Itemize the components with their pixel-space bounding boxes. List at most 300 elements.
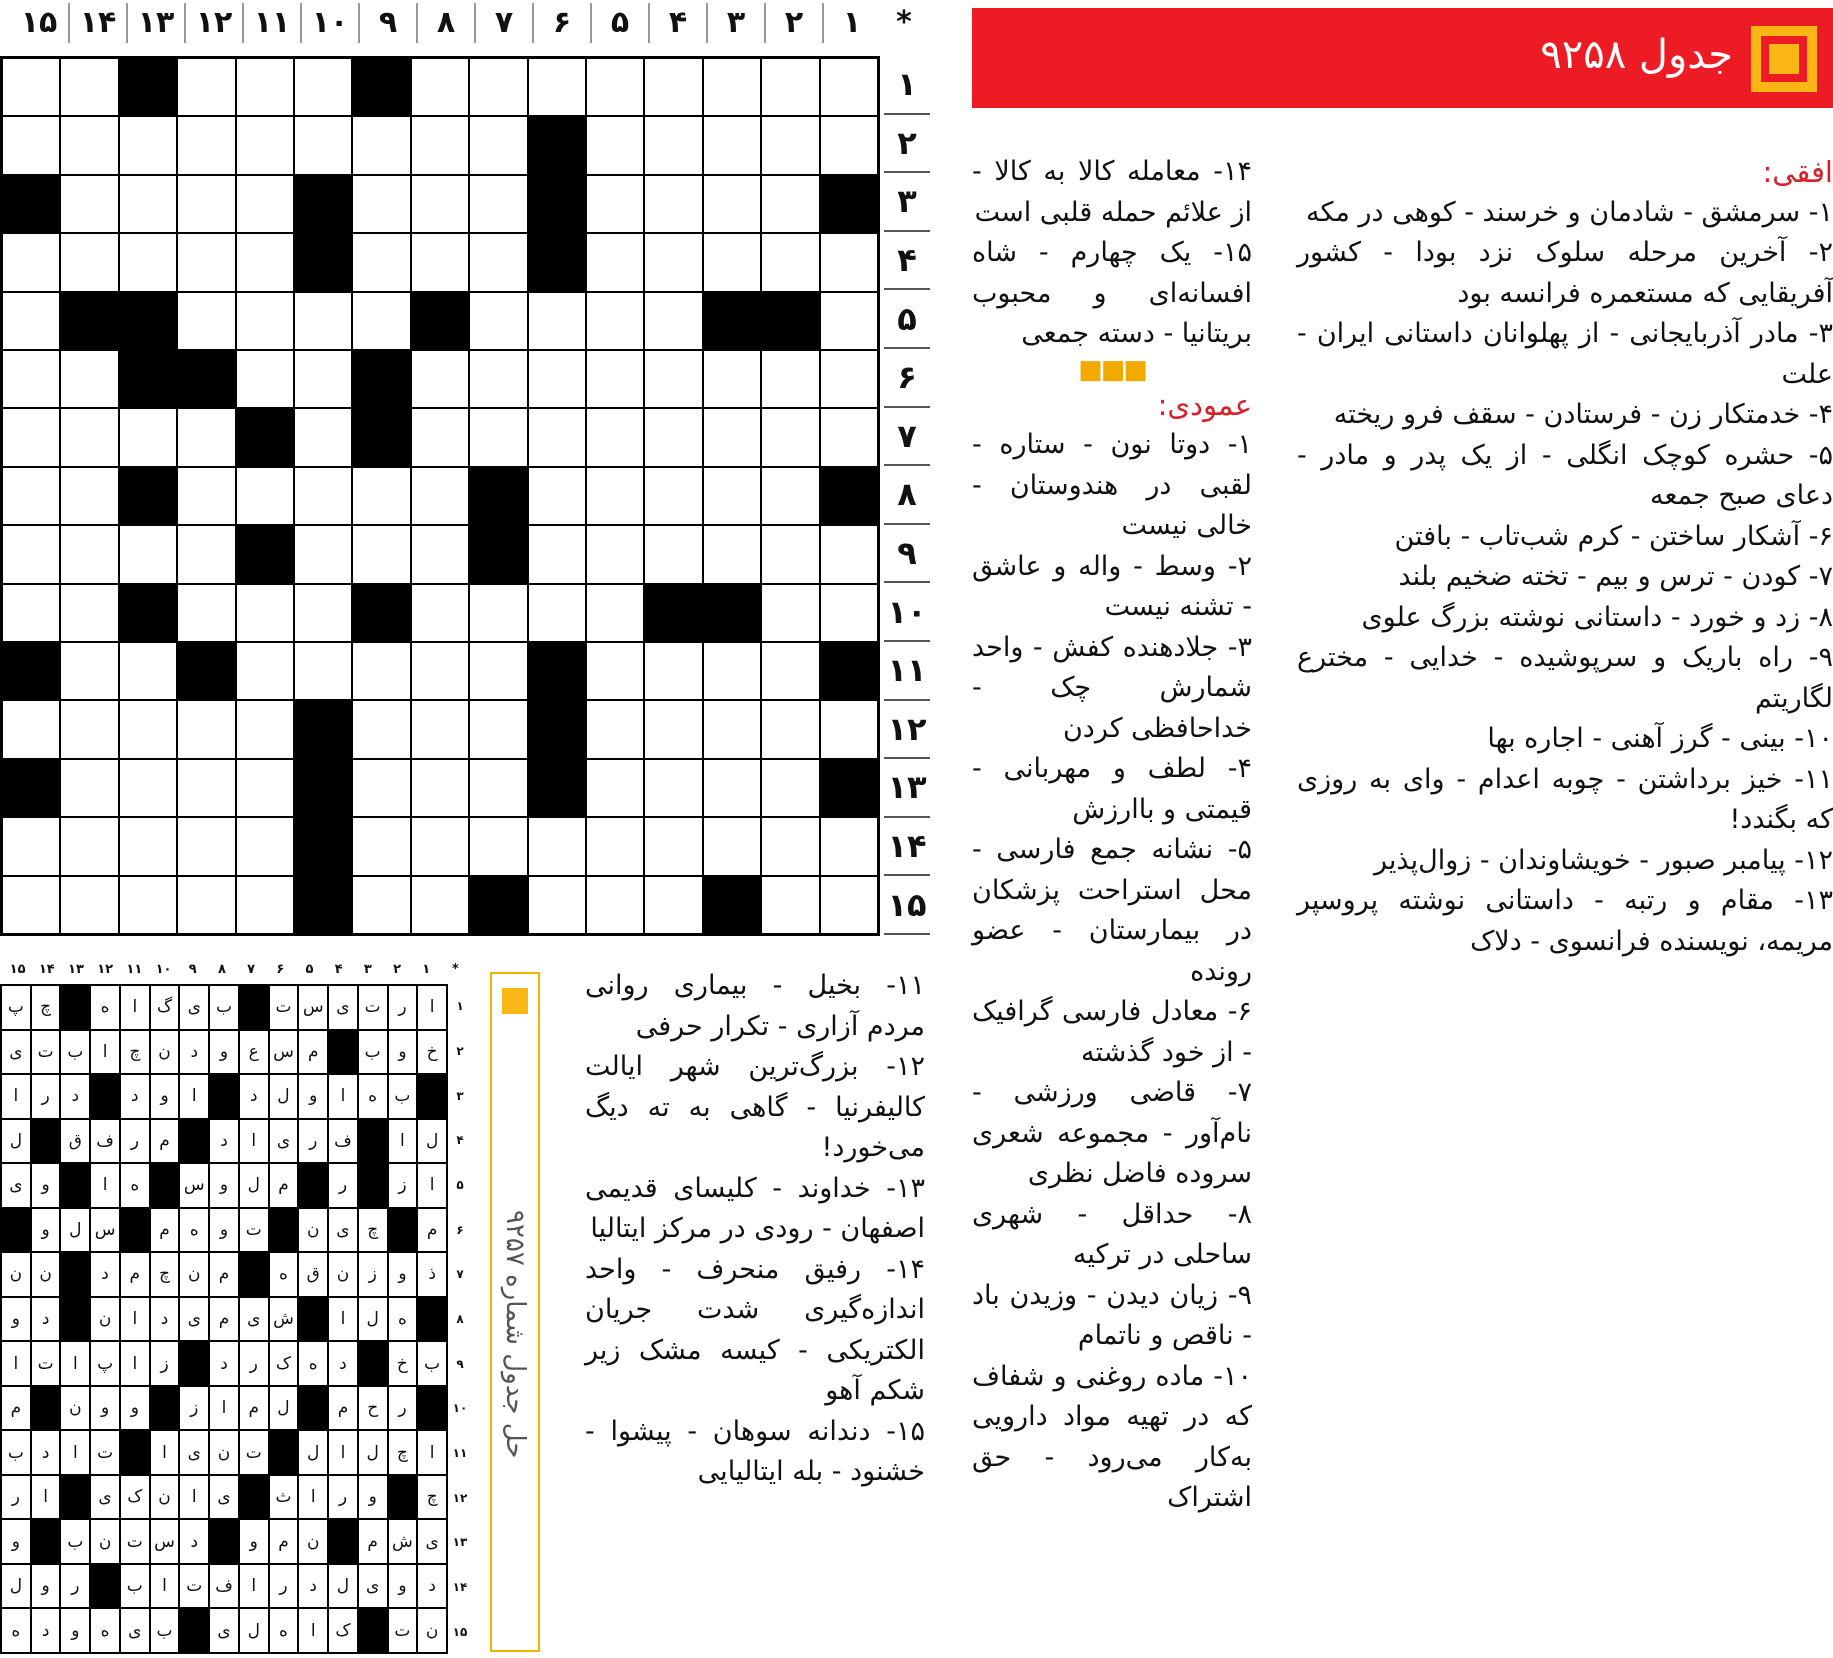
solution-cell: ر bbox=[1, 1475, 31, 1520]
solution-cell: و bbox=[31, 1208, 61, 1253]
answer-cell[interactable] bbox=[528, 467, 586, 525]
answer-cell[interactable] bbox=[119, 642, 177, 700]
answer-cell[interactable] bbox=[469, 350, 527, 408]
answer-cell[interactable] bbox=[703, 233, 761, 291]
solution-cell: و bbox=[90, 1386, 120, 1431]
answer-cell[interactable] bbox=[2, 525, 60, 583]
answer-cell[interactable] bbox=[60, 175, 118, 233]
answer-cell[interactable] bbox=[820, 700, 878, 758]
answer-cell[interactable] bbox=[820, 817, 878, 875]
answer-cell[interactable] bbox=[119, 525, 177, 583]
answer-cell[interactable] bbox=[761, 642, 819, 700]
row-number: ۱۰ bbox=[884, 583, 930, 642]
answer-cell[interactable] bbox=[236, 175, 294, 233]
answer-cell[interactable] bbox=[586, 876, 644, 934]
clue-down-15: ۱۵- دندانه سوهان - پیشوا - خشنود - بله ایتالیایی bbox=[585, 1415, 925, 1487]
solution-cell: ی bbox=[209, 1608, 239, 1653]
answer-cell[interactable] bbox=[119, 700, 177, 758]
solution-label: حل جدول شماره ۹۲۵۷ bbox=[500, 1209, 530, 1459]
solution-cell: ل bbox=[417, 1119, 447, 1164]
solution-cell: م bbox=[417, 1208, 447, 1253]
answer-cell[interactable] bbox=[644, 759, 702, 817]
solution-cell: ی bbox=[1, 1163, 31, 1208]
answer-cell[interactable] bbox=[820, 525, 878, 583]
answer-cell[interactable] bbox=[411, 759, 469, 817]
answer-cell[interactable] bbox=[177, 467, 235, 525]
solution-row-number: ۱۴ bbox=[452, 1580, 468, 1595]
answer-cell[interactable] bbox=[820, 116, 878, 174]
solution-cell: ب bbox=[60, 1519, 90, 1564]
black-cell bbox=[703, 292, 761, 350]
across-heading: افقی: bbox=[1762, 155, 1833, 189]
solution-black-cell bbox=[388, 1475, 418, 1520]
solution-cell: ر bbox=[60, 1564, 90, 1609]
answer-cell[interactable] bbox=[586, 584, 644, 642]
answer-cell[interactable] bbox=[528, 292, 586, 350]
answer-cell[interactable] bbox=[761, 233, 819, 291]
answer-cell[interactable] bbox=[60, 876, 118, 934]
answer-cell[interactable] bbox=[177, 175, 235, 233]
solution-cell: پ bbox=[90, 1341, 120, 1386]
solution-cell: ا bbox=[179, 1074, 209, 1119]
solution-black-cell bbox=[60, 1252, 90, 1297]
answer-cell[interactable] bbox=[2, 350, 60, 408]
solution-cell: ا bbox=[120, 1341, 150, 1386]
answer-cell[interactable] bbox=[644, 350, 702, 408]
answer-cell[interactable] bbox=[2, 700, 60, 758]
solution-cell: ه bbox=[298, 1341, 328, 1386]
answer-cell[interactable] bbox=[644, 292, 702, 350]
solution-cell: ک bbox=[328, 1608, 358, 1653]
answer-cell[interactable] bbox=[2, 408, 60, 466]
answer-cell[interactable] bbox=[236, 292, 294, 350]
black-cell bbox=[469, 525, 527, 583]
answer-cell[interactable] bbox=[820, 350, 878, 408]
answer-cell[interactable] bbox=[177, 292, 235, 350]
solution-cell: ن bbox=[417, 1608, 447, 1653]
answer-cell[interactable] bbox=[469, 642, 527, 700]
answer-cell[interactable] bbox=[469, 233, 527, 291]
black-cell bbox=[119, 584, 177, 642]
answer-cell[interactable] bbox=[703, 408, 761, 466]
solution-black-cell bbox=[239, 1252, 269, 1297]
answer-cell[interactable] bbox=[469, 116, 527, 174]
answer-cell[interactable] bbox=[236, 233, 294, 291]
row-number: ۱۳ bbox=[884, 759, 930, 818]
answer-cell[interactable] bbox=[761, 408, 819, 466]
answer-cell[interactable] bbox=[236, 759, 294, 817]
answer-cell[interactable] bbox=[352, 292, 410, 350]
answer-cell[interactable] bbox=[411, 584, 469, 642]
solution-cell: ا bbox=[90, 1030, 120, 1075]
black-cell bbox=[119, 58, 177, 116]
answer-cell[interactable] bbox=[820, 58, 878, 116]
answer-cell[interactable] bbox=[644, 58, 702, 116]
answer-cell[interactable] bbox=[703, 759, 761, 817]
solution-cell: چ bbox=[150, 1252, 180, 1297]
answer-cell[interactable] bbox=[586, 759, 644, 817]
answer-cell[interactable] bbox=[644, 233, 702, 291]
black-cell bbox=[411, 292, 469, 350]
answer-cell[interactable] bbox=[644, 642, 702, 700]
solution-cell: د bbox=[31, 1297, 61, 1342]
solution-cell: ا bbox=[150, 1564, 180, 1609]
answer-cell[interactable] bbox=[177, 408, 235, 466]
solution-cell: ا bbox=[298, 1475, 328, 1520]
answer-cell[interactable] bbox=[820, 233, 878, 291]
answer-cell[interactable] bbox=[820, 292, 878, 350]
solution-cell: م bbox=[269, 1519, 299, 1564]
solution-black-cell bbox=[239, 1475, 269, 1520]
solution-black-cell bbox=[120, 1208, 150, 1253]
solution-cell: ی bbox=[417, 1519, 447, 1564]
solution-cell: ا bbox=[209, 1386, 239, 1431]
answer-cell[interactable] bbox=[177, 116, 235, 174]
answer-cell[interactable] bbox=[294, 350, 352, 408]
answer-cell[interactable] bbox=[177, 525, 235, 583]
answer-cell[interactable] bbox=[528, 584, 586, 642]
answer-cell[interactable] bbox=[352, 233, 410, 291]
answer-cell[interactable] bbox=[644, 175, 702, 233]
answer-cell[interactable] bbox=[60, 408, 118, 466]
solution-black-cell bbox=[417, 1074, 447, 1119]
solution-column-number: ۱ bbox=[422, 962, 431, 977]
answer-cell[interactable] bbox=[411, 876, 469, 934]
answer-cell[interactable] bbox=[528, 350, 586, 408]
answer-cell[interactable] bbox=[761, 700, 819, 758]
answer-cell[interactable] bbox=[60, 759, 118, 817]
solution-black-cell bbox=[358, 1163, 388, 1208]
crossword-grid bbox=[0, 56, 880, 936]
answer-cell[interactable] bbox=[644, 467, 702, 525]
answer-cell[interactable] bbox=[703, 116, 761, 174]
answer-cell[interactable] bbox=[2, 876, 60, 934]
answer-cell[interactable] bbox=[177, 584, 235, 642]
solution-row-number: ۱ bbox=[456, 999, 464, 1014]
answer-cell[interactable] bbox=[528, 817, 586, 875]
answer-cell[interactable] bbox=[703, 175, 761, 233]
answer-cell[interactable] bbox=[119, 233, 177, 291]
answer-cell[interactable] bbox=[119, 116, 177, 174]
answer-cell[interactable] bbox=[60, 700, 118, 758]
answer-cell[interactable] bbox=[703, 525, 761, 583]
answer-cell[interactable] bbox=[411, 700, 469, 758]
answer-cell[interactable] bbox=[119, 759, 177, 817]
answer-cell[interactable] bbox=[411, 408, 469, 466]
answer-cell[interactable] bbox=[644, 876, 702, 934]
answer-cell[interactable] bbox=[2, 817, 60, 875]
answer-cell[interactable] bbox=[703, 817, 761, 875]
answer-cell[interactable] bbox=[703, 467, 761, 525]
answer-cell[interactable] bbox=[820, 408, 878, 466]
answer-cell[interactable] bbox=[469, 408, 527, 466]
solution-cell: د bbox=[298, 1564, 328, 1609]
answer-cell[interactable] bbox=[119, 817, 177, 875]
black-cell bbox=[236, 408, 294, 466]
answer-cell[interactable] bbox=[761, 525, 819, 583]
answer-cell[interactable] bbox=[2, 292, 60, 350]
solution-cell: د bbox=[209, 1119, 239, 1164]
answer-cell[interactable] bbox=[352, 642, 410, 700]
row-number-header bbox=[884, 56, 930, 936]
answer-cell[interactable] bbox=[60, 525, 118, 583]
answer-cell[interactable] bbox=[703, 58, 761, 116]
answer-cell[interactable] bbox=[2, 584, 60, 642]
answer-cell[interactable] bbox=[586, 642, 644, 700]
answer-cell[interactable] bbox=[177, 58, 235, 116]
solution-cell: ن bbox=[328, 1252, 358, 1297]
clue-down-6: ۶- معادل فارسی گرافیک - از خود گذشته bbox=[972, 996, 1252, 1068]
answer-cell[interactable] bbox=[761, 116, 819, 174]
answer-cell[interactable] bbox=[352, 116, 410, 174]
row-number: ۱۴ bbox=[884, 818, 930, 877]
answer-cell[interactable] bbox=[469, 58, 527, 116]
answer-cell[interactable] bbox=[236, 350, 294, 408]
star-icon: * bbox=[452, 962, 459, 977]
answer-cell[interactable] bbox=[469, 175, 527, 233]
answer-cell[interactable] bbox=[294, 408, 352, 466]
answer-cell[interactable] bbox=[177, 876, 235, 934]
answer-cell[interactable] bbox=[761, 467, 819, 525]
solution-black-cell bbox=[209, 1519, 239, 1564]
answer-cell[interactable] bbox=[352, 467, 410, 525]
answer-cell[interactable] bbox=[119, 876, 177, 934]
answer-cell[interactable] bbox=[236, 467, 294, 525]
solution-cell: ا bbox=[60, 1430, 90, 1475]
solution-cell: د bbox=[31, 1608, 61, 1653]
solution-cell: ن bbox=[1, 1252, 31, 1297]
answer-cell[interactable] bbox=[294, 58, 352, 116]
solution-cell: ش bbox=[269, 1297, 299, 1342]
solution-column-number: ۱۱ bbox=[126, 962, 143, 977]
answer-cell[interactable] bbox=[411, 175, 469, 233]
answer-cell[interactable] bbox=[586, 233, 644, 291]
solution-black-cell bbox=[31, 1519, 61, 1564]
solution-cell: ا bbox=[388, 1119, 418, 1164]
answer-cell[interactable] bbox=[586, 292, 644, 350]
black-cell bbox=[528, 759, 586, 817]
solution-row-number: ۲ bbox=[456, 1044, 464, 1058]
solution-black-cell bbox=[90, 1564, 120, 1609]
solution-cell: و bbox=[388, 1252, 418, 1297]
answer-cell[interactable] bbox=[761, 759, 819, 817]
answer-cell[interactable] bbox=[236, 58, 294, 116]
answer-cell[interactable] bbox=[703, 642, 761, 700]
solution-cell: ن bbox=[179, 1252, 209, 1297]
answer-cell[interactable] bbox=[469, 292, 527, 350]
solution-cell: ا bbox=[1, 1341, 31, 1386]
answer-cell[interactable] bbox=[469, 817, 527, 875]
answer-cell[interactable] bbox=[177, 233, 235, 291]
answer-cell[interactable] bbox=[294, 584, 352, 642]
answer-cell[interactable] bbox=[761, 817, 819, 875]
solution-cell: ل bbox=[269, 1386, 299, 1431]
clue-across-8: ۸- زد و خورد - داستانی نوشته بزرگ علوی bbox=[1361, 601, 1833, 633]
answer-cell[interactable] bbox=[644, 116, 702, 174]
answer-cell[interactable] bbox=[586, 700, 644, 758]
clue-across-2: ۲- آخرین مرحله سلوک نزد بودا - کشور آفریقایی که مستعمره فرانسه بود bbox=[1297, 237, 1833, 309]
answer-cell[interactable] bbox=[761, 175, 819, 233]
answer-cell[interactable] bbox=[411, 233, 469, 291]
answer-cell[interactable] bbox=[586, 175, 644, 233]
answer-cell[interactable] bbox=[411, 350, 469, 408]
answer-cell[interactable] bbox=[294, 642, 352, 700]
solution-cell: ه bbox=[269, 1608, 299, 1653]
answer-cell[interactable] bbox=[586, 350, 644, 408]
column-number: ۵ bbox=[590, 3, 648, 43]
answer-cell[interactable] bbox=[60, 817, 118, 875]
answer-cell[interactable] bbox=[352, 876, 410, 934]
solution-cell: ب bbox=[120, 1564, 150, 1609]
answer-cell[interactable] bbox=[294, 116, 352, 174]
solution-cell: و bbox=[60, 1608, 90, 1653]
clue-down-4: ۴- لطف و مهربانی - قیمتی و باارزش bbox=[972, 753, 1252, 825]
solution-cell: ا bbox=[90, 1163, 120, 1208]
clue-across-10: ۱۰- بینی - گرز آهنی - اجاره بها bbox=[1487, 723, 1833, 754]
solution-cell: ت bbox=[179, 1564, 209, 1609]
clue-across-5: ۵- حشره کوچک انگلی - از یک پدر و مادر - دعای صبح جمعه bbox=[1297, 439, 1833, 511]
answer-cell[interactable] bbox=[644, 408, 702, 466]
solution-cell: ت bbox=[269, 985, 299, 1030]
solution-cell: ی bbox=[358, 1564, 388, 1609]
answer-cell[interactable] bbox=[352, 525, 410, 583]
clues-column-bottom bbox=[585, 966, 925, 1493]
answer-cell[interactable] bbox=[119, 175, 177, 233]
answer-cell[interactable] bbox=[236, 817, 294, 875]
solution-cell: ا bbox=[417, 1163, 447, 1208]
answer-cell[interactable] bbox=[586, 817, 644, 875]
answer-cell[interactable] bbox=[703, 700, 761, 758]
black-cell bbox=[294, 233, 352, 291]
solution-black-cell bbox=[179, 1119, 209, 1164]
answer-cell[interactable] bbox=[586, 408, 644, 466]
answer-cell[interactable] bbox=[294, 292, 352, 350]
solution-cell: د bbox=[239, 1074, 269, 1119]
answer-cell[interactable] bbox=[644, 700, 702, 758]
answer-cell[interactable] bbox=[236, 876, 294, 934]
solution-row-number: ۱۲ bbox=[452, 1490, 468, 1505]
solution-black-cell bbox=[60, 1297, 90, 1342]
answer-cell[interactable] bbox=[177, 700, 235, 758]
solution-cell: ا bbox=[60, 1341, 90, 1386]
answer-cell[interactable] bbox=[119, 408, 177, 466]
column-number: ۸ bbox=[416, 3, 474, 43]
answer-cell[interactable] bbox=[60, 584, 118, 642]
answer-cell[interactable] bbox=[528, 876, 586, 934]
answer-cell[interactable] bbox=[2, 467, 60, 525]
answer-cell[interactable] bbox=[411, 58, 469, 116]
answer-cell[interactable] bbox=[411, 116, 469, 174]
solution-cell: ت bbox=[31, 1030, 61, 1075]
answer-cell[interactable] bbox=[411, 817, 469, 875]
answer-cell[interactable] bbox=[644, 817, 702, 875]
answer-cell[interactable] bbox=[469, 584, 527, 642]
answer-cell[interactable] bbox=[60, 233, 118, 291]
answer-cell[interactable] bbox=[761, 584, 819, 642]
solution-cell: چ bbox=[120, 1030, 150, 1075]
answer-cell[interactable] bbox=[177, 817, 235, 875]
solution-cell: س bbox=[150, 1519, 180, 1564]
solution-row-number: ۱۱ bbox=[452, 1446, 468, 1461]
answer-cell[interactable] bbox=[294, 525, 352, 583]
answer-cell[interactable] bbox=[236, 584, 294, 642]
answer-cell[interactable] bbox=[294, 467, 352, 525]
answer-cell[interactable] bbox=[411, 525, 469, 583]
clue-across-11: ۱۱- خیز برداشتن - چوبه اعدام - وای به روزی که بگندد! bbox=[1297, 763, 1833, 835]
solution-black-cell bbox=[358, 1119, 388, 1164]
answer-cell[interactable] bbox=[60, 350, 118, 408]
solution-black-cell bbox=[31, 1119, 61, 1164]
answer-cell[interactable] bbox=[236, 116, 294, 174]
answer-cell[interactable] bbox=[528, 408, 586, 466]
answer-cell[interactable] bbox=[236, 700, 294, 758]
solution-cell: ه bbox=[269, 1252, 299, 1297]
answer-cell[interactable] bbox=[60, 642, 118, 700]
answer-cell[interactable] bbox=[236, 642, 294, 700]
solution-black-cell bbox=[269, 1208, 299, 1253]
solution-cell: ز bbox=[179, 1386, 209, 1431]
answer-cell[interactable] bbox=[60, 467, 118, 525]
solution-cell: ا bbox=[417, 985, 447, 1030]
black-cell bbox=[294, 876, 352, 934]
answer-cell[interactable] bbox=[703, 350, 761, 408]
solution-cell: ت bbox=[239, 1208, 269, 1253]
answer-cell[interactable] bbox=[586, 525, 644, 583]
answer-cell[interactable] bbox=[469, 700, 527, 758]
answer-cell[interactable] bbox=[352, 175, 410, 233]
answer-cell[interactable] bbox=[2, 58, 60, 116]
answer-cell[interactable] bbox=[469, 759, 527, 817]
answer-cell[interactable] bbox=[2, 116, 60, 174]
solution-cell: س bbox=[269, 1030, 299, 1075]
down-heading: عمودی: bbox=[1157, 387, 1252, 422]
answer-cell[interactable] bbox=[411, 642, 469, 700]
answer-cell[interactable] bbox=[586, 467, 644, 525]
answer-cell[interactable] bbox=[2, 233, 60, 291]
solution-cell: ب bbox=[150, 1608, 180, 1653]
solution-cell: ز bbox=[388, 1163, 418, 1208]
answer-cell[interactable] bbox=[586, 58, 644, 116]
solution-cell: ی bbox=[90, 1475, 120, 1520]
answer-cell[interactable] bbox=[60, 58, 118, 116]
answer-cell[interactable] bbox=[411, 467, 469, 525]
answer-cell[interactable] bbox=[761, 58, 819, 116]
answer-cell[interactable] bbox=[528, 58, 586, 116]
solution-column-number: ۱۰ bbox=[155, 962, 172, 977]
answer-cell[interactable] bbox=[761, 876, 819, 934]
solution-column-number: ۱۲ bbox=[97, 962, 114, 977]
solution-column-number: ۱۳ bbox=[68, 962, 84, 977]
column-number: ۴ bbox=[648, 3, 706, 43]
answer-cell[interactable] bbox=[820, 584, 878, 642]
answer-cell[interactable] bbox=[528, 525, 586, 583]
answer-cell[interactable] bbox=[60, 116, 118, 174]
answer-cell[interactable] bbox=[761, 350, 819, 408]
answer-cell[interactable] bbox=[644, 525, 702, 583]
solution-cell: ن bbox=[90, 1297, 120, 1342]
answer-cell[interactable] bbox=[586, 116, 644, 174]
black-cell bbox=[294, 175, 352, 233]
answer-cell[interactable] bbox=[352, 759, 410, 817]
answer-cell[interactable] bbox=[352, 700, 410, 758]
answer-cell[interactable] bbox=[177, 759, 235, 817]
solution-cell: و bbox=[1, 1297, 31, 1342]
logo-icon bbox=[502, 988, 528, 1014]
answer-cell[interactable] bbox=[820, 876, 878, 934]
solution-cell: ل bbox=[60, 1208, 90, 1253]
solution-cell: ق bbox=[298, 1252, 328, 1297]
answer-cell[interactable] bbox=[352, 817, 410, 875]
